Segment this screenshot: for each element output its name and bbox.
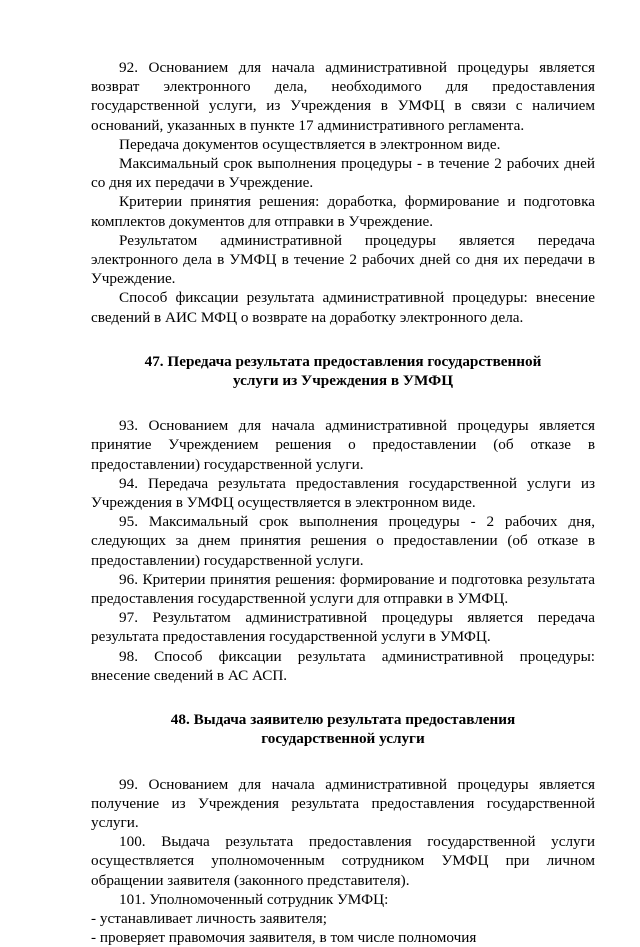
paragraph-100: 100. Выдача результата предоставления государственной услуги осуществляется уполномоченным сотрудником УМФЦ при личном обращении заявителя (законного представителя). (91, 832, 595, 890)
paragraph-95: 95. Максимальный срок выполнения процедуры - 2 рабочих дня, следующих за днем принятия решения о предоставлении (об отказе в предоставлении) государственной услуги. (91, 512, 595, 570)
heading-47-line2: услуги из Учреждения в УМФЦ (91, 371, 595, 390)
paragraph-result: Результатом административной процедуры является передача электронного дела в УМФЦ в течение 2 рабочих дней со дня их передачи в Учреждение. (91, 231, 595, 289)
section-heading-48 (91, 710, 595, 748)
section-47-body (91, 416, 595, 685)
paragraph-93: 93. Основанием для начала административной процедуры является принятие Учреждением решения о предоставлении (об отказе в предоставлении) государственной услуги. (91, 416, 595, 474)
paragraph-92: 92. Основанием для начала административной процедуры является возврат электронного дела, необходимого для предоставления государственной услуги, из Учреждения в УМФЦ в связи с наличием оснований, указанных в пункте 17 административного регламента. (91, 58, 595, 135)
paragraph-transfer-mode: Передача документов осуществляется в электронном виде. (91, 135, 595, 154)
paragraph-criteria: Критерии принятия решения: доработка, формирование и подготовка комплектов документов для отправки в Учреждение. (91, 192, 595, 230)
list-item: - устанавливает личность заявителя; (91, 909, 595, 928)
list-item: - проверяет правомочия заявителя, в том числе полномочия (91, 928, 595, 947)
paragraph-96: 96. Критерии принятия решения: формирование и подготовка результата предоставления государственной услуги для отправки в УМФЦ. (91, 570, 595, 608)
paragraph-99: 99. Основанием для начала административной процедуры является получение из Учреждения результата предоставления государственной услуги. (91, 775, 595, 833)
paragraph-98: 98. Способ фиксации результата административной процедуры: внесение сведений в АС АСП. (91, 647, 595, 685)
section-heading-47 (91, 352, 595, 390)
heading-48-line2: государственной услуги (91, 729, 595, 748)
paragraph-97: 97. Результатом административной процедуры является передача результата предоставления государственной услуги в УМФЦ. (91, 608, 595, 646)
paragraph-max-time: Максимальный срок выполнения процедуры - в течение 2 рабочих дней со дня их передачи в Учреждение. (91, 154, 595, 192)
heading-48-line1: 48. Выдача заявителю результата предоставления (91, 710, 595, 729)
heading-47-line1: 47. Передача результата предоставления государственной (91, 352, 595, 371)
paragraph-fixation: Способ фиксации результата административной процедуры: внесение сведений в АИС МФЦ о возврате на доработку электронного дела. (91, 288, 595, 326)
section-46-tail (91, 58, 595, 327)
paragraph-101: 101. Уполномоченный сотрудник УМФЦ: (91, 890, 595, 909)
section-48-body (91, 775, 595, 947)
paragraph-94: 94. Передача результата предоставления государственной услуги из Учреждения в УМФЦ осуществляется в электронном виде. (91, 474, 595, 512)
